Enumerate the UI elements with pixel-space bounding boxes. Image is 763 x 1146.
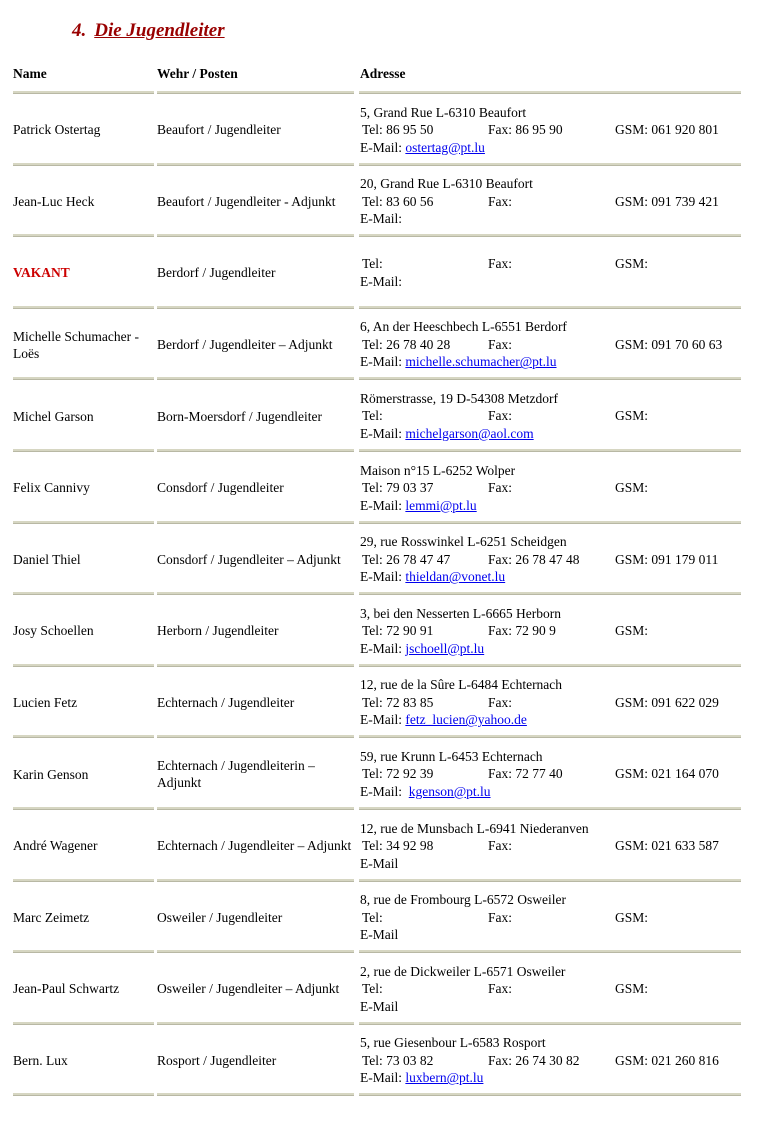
contact-name: VAKANT <box>13 265 70 281</box>
contact-address <box>360 524 760 596</box>
contact-address <box>360 667 760 739</box>
email-line <box>360 783 760 801</box>
email-label: E-Mail: <box>360 211 402 227</box>
contact-name: Marc Zeimetz <box>13 909 90 925</box>
tel-value: Tel: <box>362 909 383 925</box>
contact-address <box>360 166 760 238</box>
gsm-value: GSM: 091 179 011 <box>615 551 719 567</box>
tel-value: Tel: <box>362 408 383 424</box>
contact-address <box>360 882 760 954</box>
email-link[interactable]: thieldan@vonet.lu <box>405 569 506 585</box>
phone-line <box>360 479 760 497</box>
phone-line <box>360 909 760 927</box>
email-line <box>360 855 760 873</box>
street-address: 2, rue de Dickweiler L-6571 Osweiler <box>360 963 566 979</box>
table-row <box>0 953 763 1025</box>
phone-line <box>360 121 760 139</box>
table-row <box>0 452 763 524</box>
contact-name: Jean-Luc Heck <box>13 193 95 209</box>
tel-value: Tel: <box>362 256 383 272</box>
fax-value: Fax: 86 95 90 <box>488 122 563 138</box>
street-address: 3, bei den Nesserten L-6665 Herborn <box>360 605 561 621</box>
email-link[interactable]: lemmi@pt.lu <box>405 497 477 513</box>
street-address: 8, rue de Frombourg L-6572 Osweiler <box>360 892 566 908</box>
gsm-value: GSM: 021 260 816 <box>615 1052 719 1068</box>
contact-post: Consdorf / Jugendleiter – Adjunkt <box>157 551 341 567</box>
table-row <box>0 380 763 452</box>
email-link[interactable]: fetz_lucien@yahoo.de <box>405 712 527 728</box>
contact-address <box>360 738 760 810</box>
street-address: Römerstrasse, 19 D-54308 Metzdorf <box>360 390 558 406</box>
contact-name: Michelle Schumacher - Loës <box>13 328 139 361</box>
phone-line <box>360 622 760 640</box>
email-label: E-Mail: <box>360 569 406 585</box>
contact-address <box>360 452 760 524</box>
phone-line <box>360 255 760 273</box>
street-address: 12, rue de Munsbach L-6941 Niederanven <box>360 820 589 836</box>
fax-value: Fax: <box>488 256 513 272</box>
table-row <box>0 94 763 166</box>
email-label: E-Mail: <box>360 139 406 155</box>
section-heading <box>72 20 225 42</box>
email-line <box>360 926 760 944</box>
email-label: E-Mail: <box>360 425 406 441</box>
fax-value: Fax: <box>488 193 513 209</box>
email-link[interactable]: ostertag@pt.lu <box>405 139 485 155</box>
email-line <box>360 711 760 729</box>
street-address: 6, An der Heeschbech L-6551 Berdorf <box>360 319 567 335</box>
contact-post: Beaufort / Jugendleiter - Adjunkt <box>157 193 336 209</box>
email-label: E-Mail: <box>360 273 402 289</box>
tel-value: Tel: 34 92 98 <box>362 838 434 854</box>
email-line <box>360 139 760 157</box>
contact-post: Born-Moersdorf / Jugendleiter <box>157 408 322 424</box>
contact-post: Beaufort / Jugendleiter <box>157 122 281 138</box>
email-line <box>360 568 760 586</box>
section-number: 4. <box>72 20 87 41</box>
tel-value: Tel: 83 60 56 <box>362 193 434 209</box>
street-address: 20, Grand Rue L-6310 Beaufort <box>360 176 533 192</box>
contact-post: Berdorf / Jugendleiter <box>157 265 276 281</box>
contact-name: Daniel Thiel <box>13 551 81 567</box>
street-address: 59, rue Krunn L-6453 Echternach <box>360 748 543 764</box>
gsm-value: GSM: <box>615 408 649 424</box>
column-header-post: Wehr / Posten <box>157 66 238 81</box>
tel-value: Tel: 26 78 40 28 <box>362 336 451 352</box>
contact-name: Michel Garson <box>13 408 94 424</box>
table-row <box>0 166 763 238</box>
fax-value: Fax: 26 78 47 48 <box>488 551 580 567</box>
tel-value: Tel: 79 03 37 <box>362 480 434 496</box>
tel-value: Tel: 72 92 39 <box>362 766 434 782</box>
fax-value: Fax: <box>488 408 513 424</box>
contact-address <box>360 1025 760 1097</box>
gsm-value: GSM: <box>615 909 649 925</box>
tel-value: Tel: 72 90 91 <box>362 623 434 639</box>
gsm-value: GSM: 091 622 029 <box>615 694 719 710</box>
contact-post: Berdorf / Jugendleiter – Adjunkt <box>157 337 333 353</box>
phone-line <box>360 980 760 998</box>
street-address: 5, Grand Rue L-6310 Beaufort <box>360 104 527 120</box>
street-address: 12, rue de la Sûre L-6484 Echternach <box>360 677 563 693</box>
fax-value: Fax: 26 74 30 82 <box>488 1052 580 1068</box>
contact-address <box>360 810 760 882</box>
contact-name: Josy Schoellen <box>13 623 94 639</box>
fax-value: Fax: <box>488 694 513 710</box>
phone-line <box>360 193 760 211</box>
contact-name: Jean-Paul Schwartz <box>13 981 120 997</box>
gsm-value: GSM: <box>615 623 649 639</box>
email-line <box>360 497 760 515</box>
email-link[interactable]: michelle.schumacher@pt.lu <box>405 354 557 370</box>
fax-value: Fax: <box>488 480 513 496</box>
contact-name: Karin Genson <box>13 766 89 782</box>
contact-name: Bern. Lux <box>13 1053 68 1069</box>
email-line <box>360 998 760 1016</box>
contact-post: Echternach / Jugendleiter – Adjunkt <box>157 838 352 854</box>
email-link[interactable]: michelgarson@aol.com <box>405 425 534 441</box>
gsm-value: GSM: <box>615 480 649 496</box>
tel-value: Tel: 73 03 82 <box>362 1052 434 1068</box>
contact-name: Patrick Ostertag <box>13 122 101 138</box>
column-header-name: Name <box>13 66 47 81</box>
email-label: E-Mail: <box>360 783 409 799</box>
email-label: E-Mail: <box>360 1070 406 1086</box>
contact-post: Osweiler / Jugendleiter <box>157 909 283 925</box>
phone-line <box>360 407 760 425</box>
contact-address <box>360 953 760 1025</box>
contact-post: Echternach / Jugendleiter <box>157 695 295 711</box>
email-label: E-Mail <box>360 927 399 943</box>
column-header-address: Adresse <box>360 66 406 81</box>
fax-value: Fax: <box>488 981 513 997</box>
phone-line <box>360 837 760 855</box>
contact-post: Osweiler / Jugendleiter – Adjunkt <box>157 981 340 997</box>
table-row <box>0 237 763 309</box>
fax-value: Fax: <box>488 336 513 352</box>
contact-address <box>360 309 760 381</box>
email-label: E-Mail <box>360 998 399 1014</box>
table-row <box>0 595 763 667</box>
email-line <box>360 210 760 228</box>
table-row <box>0 524 763 596</box>
email-line <box>360 273 760 291</box>
contact-address <box>360 237 760 309</box>
gsm-value: GSM: 021 164 070 <box>615 766 719 782</box>
phone-line <box>360 694 760 712</box>
email-link[interactable]: jschoell@pt.lu <box>405 640 485 656</box>
fax-value: Fax: 72 90 9 <box>488 623 556 639</box>
section-title: Die Jugendleiter <box>94 20 225 41</box>
contact-address <box>360 94 760 166</box>
gsm-value: GSM: <box>615 256 649 272</box>
email-line <box>360 425 760 443</box>
row-divider-1 <box>157 1093 354 1096</box>
contact-name: Lucien Fetz <box>13 695 78 711</box>
fax-value: Fax: 72 77 40 <box>488 766 563 782</box>
email-line <box>360 353 760 371</box>
phone-line <box>360 765 760 783</box>
table-row <box>0 667 763 739</box>
table-row <box>0 810 763 882</box>
email-label: E-Mail <box>360 855 399 871</box>
phone-line <box>360 1052 760 1070</box>
contact-name: Felix Cannivy <box>13 480 90 496</box>
table-row <box>0 738 763 810</box>
contact-post: Echternach / Jugendleiterin – Adjunkt <box>157 758 315 791</box>
contact-post: Herborn / Jugendleiter <box>157 623 279 639</box>
email-label: E-Mail: <box>360 354 406 370</box>
tel-value: Tel: 26 78 47 47 <box>362 551 451 567</box>
contact-name: André Wagener <box>13 838 98 854</box>
table-row <box>0 309 763 381</box>
fax-value: Fax: <box>488 909 513 925</box>
email-label: E-Mail: <box>360 497 406 513</box>
gsm-value: GSM: 021 633 587 <box>615 838 719 854</box>
email-link[interactable]: luxbern@pt.lu <box>405 1070 484 1086</box>
email-line <box>360 640 760 658</box>
email-label: E-Mail: <box>360 712 406 728</box>
street-address: Maison n°15 L-6252 Wolper <box>360 462 516 478</box>
tel-value: Tel: 72 83 85 <box>362 694 434 710</box>
email-label: E-Mail: <box>360 640 406 656</box>
phone-line <box>360 551 760 569</box>
street-address: 29, rue Rosswinkel L-6251 Scheidgen <box>360 534 567 550</box>
contact-address <box>360 595 760 667</box>
street-address: 5, rue Giesenbour L-6583 Rosport <box>360 1035 546 1051</box>
gsm-value: GSM: 091 70 60 63 <box>615 336 723 352</box>
fax-value: Fax: <box>488 838 513 854</box>
tel-value: Tel: 86 95 50 <box>362 122 434 138</box>
gsm-value: GSM: <box>615 981 649 997</box>
gsm-value: GSM: 091 739 421 <box>615 193 719 209</box>
table-row <box>0 1025 763 1097</box>
tel-value: Tel: <box>362 981 383 997</box>
row-divider-0 <box>13 1093 154 1096</box>
gsm-value: GSM: 061 920 801 <box>615 122 719 138</box>
table-row <box>0 882 763 954</box>
contact-post: Consdorf / Jugendleiter <box>157 480 284 496</box>
row-divider-2 <box>359 1093 741 1096</box>
contact-post: Rosport / Jugendleiter <box>157 1053 277 1069</box>
phone-line <box>360 336 760 354</box>
contact-address <box>360 380 760 452</box>
email-link[interactable]: kgenson@pt.lu <box>408 783 491 799</box>
email-line <box>360 1069 760 1087</box>
